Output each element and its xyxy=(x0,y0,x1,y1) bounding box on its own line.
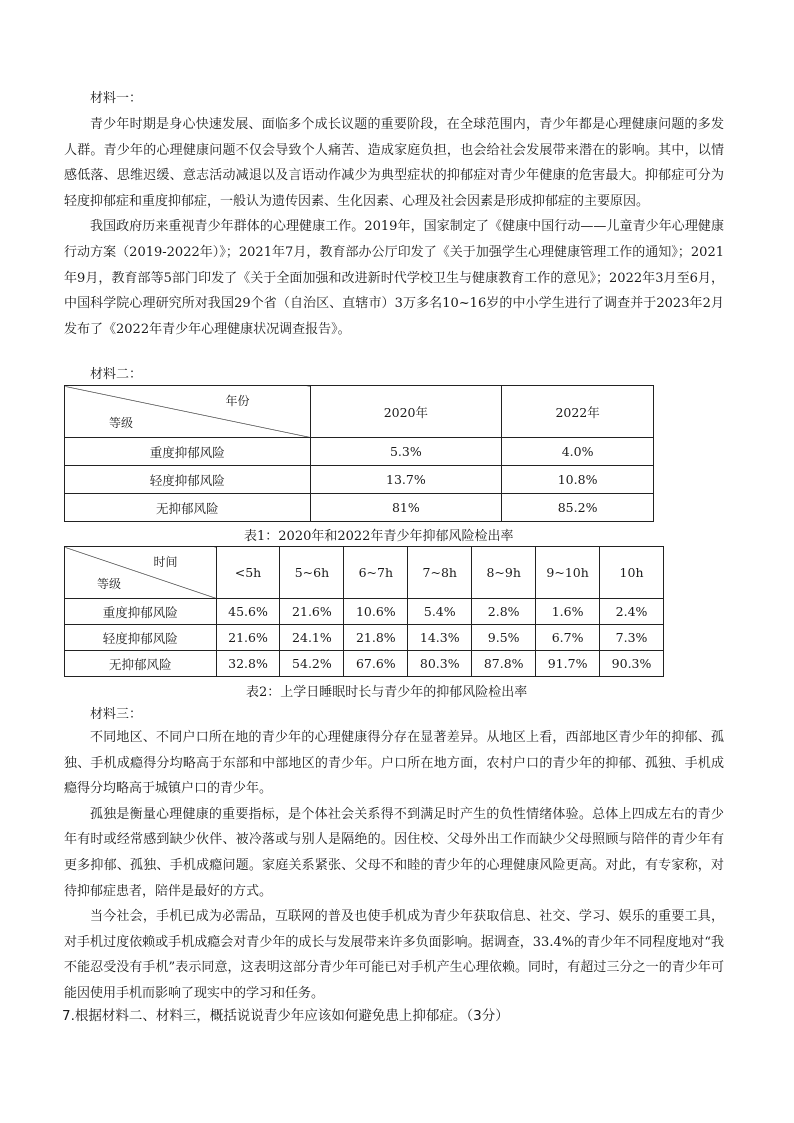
material3-paragraph-3: 当今社会，手机已成为必需品，互联网的普及也使手机成为青少年获取信息、社交、学习、娱乐的重要工具，对手机过度依赖或手机成瘾会对青少年的成长与发展带来许多负面影响。据调查，33.4%的青少年不同程度地对“我不能忍受没有手机”表示同意，这表明这部分青少年可能已对手机产生心理依赖。同时，有超过三分之一的青少年可能因使用手机而影响了现实中的学习和任务。 xyxy=(64,909,724,1001)
table2-cell: 7.3% xyxy=(600,625,664,651)
table1-cell: 5.3% xyxy=(310,438,502,466)
table1-row-label: 轻度抑郁风险 xyxy=(65,466,311,494)
table1-row-label: 无抑郁风险 xyxy=(65,494,311,522)
table2-cell: 14.3% xyxy=(408,625,472,651)
table1-cell: 4.0% xyxy=(502,438,654,466)
table1-cell: 85.2% xyxy=(502,494,654,522)
material1-paragraph-2: 我国政府历来重视青少年群体的心理健康工作。2019年，国家制定了《健康中国行动——儿童青少年心理健康行动方案（2019-2022年）》；2021年7月，教育部办公厅印发了《关于加强学生心理健康管理工作的通知》；2021年9月，教育部等5部门印发了《关于全面加强和改进新时代学校卫生与健康教育工作的意见》；2022年3月至6月，中国科学院心理研究所对我国29个省（自治区、直辖市）3万多名10~16岁的中小学生进行了调查并于2023年2月发布了《2022年青少年心理健康状况调查报告》。 xyxy=(64,219,724,337)
table2-caption: 表2：上学日睡眠时长与青少年的抑郁风险检出率 xyxy=(246,685,528,700)
material3-paragraph-2: 孤独是衡量心理健康的重要指标，是个体社会关系得不到满足时产生的负性情绪体验。总体上四成左右的青少年有时或经常感到缺少伙伴、被冷落或与别人是隔绝的。因住校、父母外出工作而缺少父母照顾与陪伴的青少年有更多抑郁、孤独、手机成瘾问题。家庭关系紧张、父母不和睦的青少年的心理健康风险更高。对此，有专家称，对待抑郁症患者，陪伴是最好的方式。 xyxy=(64,806,724,899)
table2-header-row xyxy=(65,547,664,599)
table2-column-header: 6~7h xyxy=(344,547,408,599)
table1-caption: 表1：2020年和2022年青少年抑郁风险检出率 xyxy=(244,529,514,544)
table2-cell: 5.4% xyxy=(408,599,472,625)
table2-cell: 9.5% xyxy=(472,625,536,651)
table2-cell: 67.6% xyxy=(344,651,408,677)
table2-corner-bottom: 等级 xyxy=(97,577,122,591)
table2-row-label: 轻度抑郁风险 xyxy=(65,625,217,651)
table2-row-label: 重度抑郁风险 xyxy=(65,599,217,625)
table1-corner-top: 年份 xyxy=(225,394,250,408)
table1-column-header: 2020年 xyxy=(310,386,502,438)
table1 xyxy=(64,385,654,522)
table1-header-row xyxy=(65,386,654,438)
table2-cell: 91.7% xyxy=(536,651,600,677)
table2-row xyxy=(65,599,664,625)
table2-cell: 21.8% xyxy=(344,625,408,651)
table2-cell: 21.6% xyxy=(216,625,280,651)
table2-corner-top: 时间 xyxy=(153,555,178,569)
table2-column-header: 8~9h xyxy=(472,547,536,599)
table1-cell: 13.7% xyxy=(310,466,502,494)
material3-heading: 材料三： xyxy=(90,707,143,722)
table2-cell: 54.2% xyxy=(280,651,344,677)
table2-column-header: 10h xyxy=(600,547,664,599)
table2-row xyxy=(65,625,664,651)
material1-body xyxy=(64,112,724,342)
table1-row xyxy=(65,438,654,466)
table2-cell: 6.7% xyxy=(536,625,600,651)
table2-cell: 45.6% xyxy=(216,599,280,625)
question-7: 7.根据材料二、材料三，概括说说青少年应该如何避免患上抑郁症。（3分） xyxy=(62,1008,509,1024)
material2-heading: 材料二： xyxy=(90,367,143,382)
table1-row xyxy=(65,494,654,522)
material1-heading: 材料一： xyxy=(90,91,143,106)
table2-column-header: 5~6h xyxy=(280,547,344,599)
table2 xyxy=(64,546,664,677)
table1-row-label: 重度抑郁风险 xyxy=(65,438,311,466)
table1-column-header: 2022年 xyxy=(502,386,654,438)
table1-cell: 81% xyxy=(310,494,502,522)
table2-cell: 80.3% xyxy=(408,651,472,677)
table1-corner-cell xyxy=(65,386,311,438)
material1-paragraph-1: 青少年时期是身心快速发展、面临多个成长议题的重要阶段，在全球范围内，青少年都是心理健康问题的多发人群。青少年的心理健康问题不仅会导致个人痛苦、造成家庭负担，也会给社会发展带来潜在的影响。其中，以情感低落、思维迟缓、意志活动减退以及言语动作减少为典型症状的抑郁症对青少年健康的危害最大。抑郁症可分为轻度抑郁症和重度抑郁症，一般认为遗传因素、生化因素、心理及社会因素是形成抑郁症的主要原因。 xyxy=(64,117,724,209)
table2-column-header: 9~10h xyxy=(536,547,600,599)
table2-cell: 21.6% xyxy=(280,599,344,625)
table2-cell: 2.4% xyxy=(600,599,664,625)
table2-cell: 2.8% xyxy=(472,599,536,625)
table2-cell: 87.8% xyxy=(472,651,536,677)
table1-cell: 10.8% xyxy=(502,466,654,494)
table2-cell: 10.6% xyxy=(344,599,408,625)
table1-row xyxy=(65,466,654,494)
table2-row xyxy=(65,651,664,677)
material3-body xyxy=(64,725,724,1007)
material3-paragraph-1: 不同地区、不同户口所在地的青少年的心理健康得分存在显著差异。从地区上看，西部地区青少年的抑郁、孤独、手机成瘾得分均略高于东部和中部地区的青少年。户口所在地方面，农村户口的青少年的抑郁、孤独、手机成瘾得分均略高于城镇户口的青少年。 xyxy=(64,730,724,797)
table2-cell: 1.6% xyxy=(536,599,600,625)
table2-cell: 24.1% xyxy=(280,625,344,651)
table2-row-label: 无抑郁风险 xyxy=(65,651,217,677)
table2-corner-cell xyxy=(65,547,217,599)
table2-cell: 32.8% xyxy=(216,651,280,677)
table2-cell: 90.3% xyxy=(600,651,664,677)
table1-corner-bottom: 等级 xyxy=(109,416,134,430)
table2-column-header: <5h xyxy=(216,547,280,599)
table2-column-header: 7~8h xyxy=(408,547,472,599)
